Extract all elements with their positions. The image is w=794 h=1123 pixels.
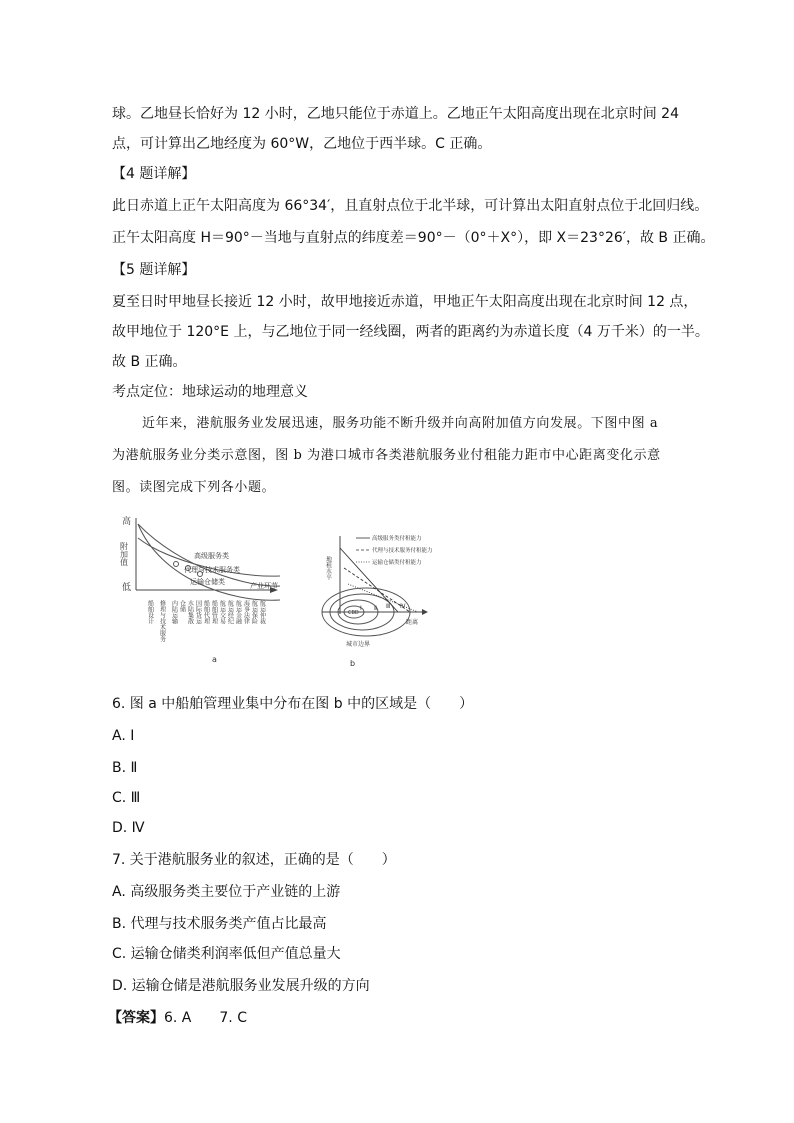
option-7b: B. 代理与技术服务类产值占比最高 (112, 916, 327, 932)
text-line: 故 B 正确。 (112, 354, 187, 370)
axis-label-chain: 产业环节 (250, 582, 278, 590)
band-label-transport: 运输仓储类 (190, 578, 225, 586)
item-label: 修理与技术服务 (158, 600, 166, 642)
option-6b: B. Ⅱ (112, 760, 138, 776)
item-label: 海事法律 (242, 600, 250, 624)
axis-label-high: 高 (122, 517, 132, 527)
option-7c: C. 运输仓储类利润率低但产值总量大 (112, 946, 341, 962)
knowledge-point: 考点定位：地球运动的地理意义 (112, 384, 308, 400)
legend-item: 运输仓储类付租能力 (372, 560, 422, 566)
zone-label: Ⅲ (386, 603, 391, 610)
zone-label: Ⅳ (400, 603, 406, 610)
item-label: 船舶代理 (202, 600, 210, 624)
text-line: 球。乙地昼长恰好为 12 小时，乙地只能位于赤道上。乙地正午太阳高度出现在北京时间 24 (112, 106, 679, 122)
passage-line: 为港航服务业分类示意图，图 b 为港口城市各类港航服务业付租能力距市中心距离变化示意 (112, 448, 661, 463)
section-heading: 【5 题详解】 (112, 262, 196, 278)
axis-label-value: 附加值 (120, 542, 129, 566)
answer-value: 6. A 7. C (164, 1010, 247, 1026)
item-label: 航运金融 (234, 600, 242, 624)
answer-line (108, 1008, 247, 1028)
center-label: CBD (348, 610, 359, 616)
axis-label-distance: 距离 (406, 619, 419, 626)
passage-line: 图。读图完成下列各小题。 (112, 480, 276, 495)
item-label: 航运经纪 (226, 600, 234, 624)
item-label: 船舶设计 (146, 600, 154, 624)
zone-label: Ⅰ (360, 605, 362, 612)
legend-item: 高级服务类付租能力 (372, 536, 422, 542)
option-6a: A. Ⅰ (112, 728, 135, 744)
option-7a: A. 高级服务类主要位于产业链的上游 (112, 884, 341, 900)
text-line: 此日赤道上正午太阳高度为 66°34′，且直射点位于北半球，可计算出太阳直射点位于北回归线。 (112, 198, 709, 214)
section-heading: 【4 题详解】 (112, 166, 196, 182)
item-label: 水陆集散 (186, 600, 194, 624)
text-line: 点，可计算出乙地经度为 60°W，乙地位于西半球。C 正确。 (112, 136, 492, 152)
band-label-advanced: 高级服务类 (194, 552, 229, 560)
item-label: 仓储 (178, 600, 186, 612)
legend-item: 代理与技术服务付租能力 (372, 548, 433, 554)
text-line: 故甲地位于 120°E 上，与乙地位于同一经线圈，两者的距离约为赤道长度（4 万千米）的一半。 (112, 324, 709, 340)
passage-line: 近年来，港航服务业发展迅速，服务功能不断升级并向高附加值方向发展。下图中图 a (142, 416, 659, 431)
option-7d: D. 运输仓储是港航服务业发展升级的方向 (112, 978, 370, 994)
boundary-label: 城市边界 (346, 641, 371, 648)
axis-label-rent: 地租水平 (324, 556, 332, 580)
item-label: 航运保险 (250, 600, 258, 624)
item-label: 航运交易 (218, 600, 226, 624)
figure-b-rent-capacity (318, 528, 436, 670)
figure-caption-b: b (350, 659, 356, 668)
answer-tag: 【答案】 (108, 1010, 164, 1026)
figure-caption-a: a (212, 655, 217, 664)
question-7: 7. 关于港航服务业的叙述，正确的是（ ） (112, 852, 396, 868)
option-6c: C. Ⅲ (112, 790, 141, 806)
option-6d: D. Ⅳ (112, 820, 145, 836)
item-label: 航运仲裁 (258, 600, 266, 624)
item-label: 船舶管理 (210, 600, 218, 624)
zone-label: Ⅱ (374, 605, 377, 612)
question-6: 6. 图 a 中船舶管理业集中分布在图 b 中的区域是（ ） (112, 696, 474, 712)
item-label: 国际货运 (194, 600, 202, 624)
text-line: 夏至日时甲地昼长接近 12 小时，故甲地接近赤道，甲地正午太阳高度出现在北京时间 12 点， (112, 294, 698, 310)
axis-label-low: 低 (122, 583, 132, 593)
band-label-agency: 代理与技术服务类 (184, 566, 240, 574)
item-label: 内陆运输 (170, 600, 178, 624)
text-line: 正午太阳高度 H＝90°－当地与直射点的纬度差＝90°－（0°＋X°），即 X＝23°26′，故 B 正确。 (112, 230, 715, 246)
